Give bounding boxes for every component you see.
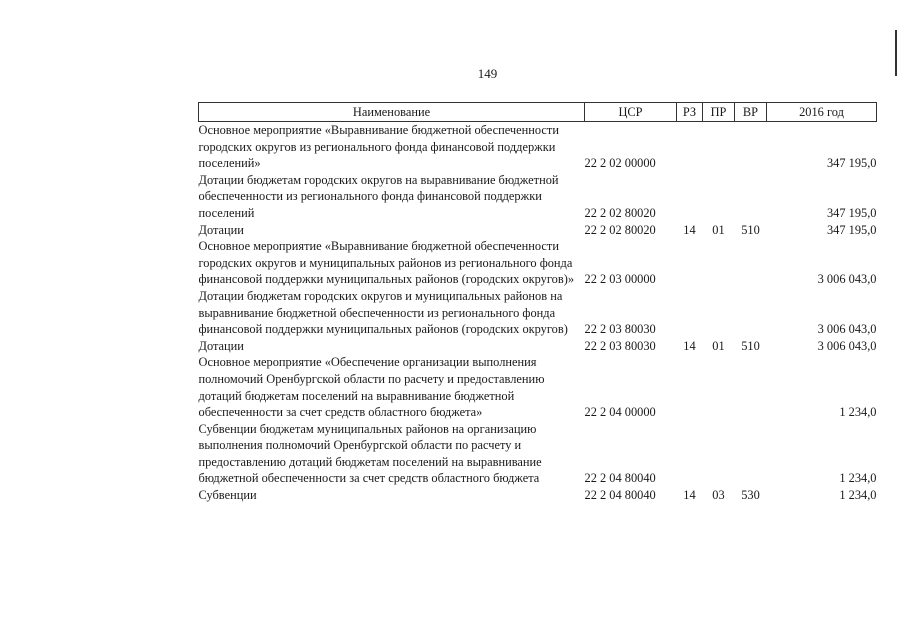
row-name: Дотации bbox=[198, 222, 244, 237]
row-vr bbox=[735, 172, 767, 222]
row-vr: 510 bbox=[741, 338, 760, 353]
row-csr: 22 2 03 00000 bbox=[584, 272, 656, 287]
row-pr: 01 bbox=[712, 338, 725, 353]
table-row bbox=[199, 172, 877, 222]
row-csr: 22 2 02 00000 bbox=[584, 156, 656, 171]
row-rz bbox=[677, 172, 703, 222]
row-vr bbox=[735, 122, 767, 172]
row-rz bbox=[677, 354, 703, 420]
row-rz bbox=[677, 122, 703, 172]
row-vr bbox=[735, 238, 767, 288]
row-name: Дотации бюджетам городских округов и муниципальных районов на выравнивание бюджетной обеспеченности из регионального фонда финансовой поддержки муниципальных районов (городских округов) bbox=[198, 288, 568, 337]
row-rz: 14 bbox=[683, 222, 696, 237]
row-name: Субвенции bbox=[198, 488, 257, 503]
row-vr: 510 bbox=[741, 222, 760, 237]
header-rz: РЗ bbox=[677, 103, 703, 122]
row-amount: 347 195,0 bbox=[826, 222, 877, 237]
row-amount: 347 195,0 bbox=[826, 156, 877, 171]
scan-edge-line bbox=[895, 30, 897, 76]
row-name: Основное мероприятие «Выравнивание бюджетной обеспеченности городских округов из регионального фонда финансовой поддержки поселений» bbox=[198, 123, 559, 171]
row-pr: 01 bbox=[712, 222, 725, 237]
row-name: Основное мероприятие «Выравнивание бюджетной обеспеченности городских округов и муниципальных районов из регионального фонда финансовой поддержки муниципальных районов (городских округов)» bbox=[198, 239, 575, 287]
row-amount: 3 006 043,0 bbox=[817, 338, 877, 353]
row-vr: 530 bbox=[741, 488, 760, 503]
row-csr: 22 2 04 80040 bbox=[584, 488, 656, 503]
row-pr bbox=[703, 172, 735, 222]
row-csr: 22 2 03 80030 bbox=[584, 322, 656, 337]
header-year: 2016 год bbox=[767, 103, 877, 122]
table-row bbox=[199, 421, 877, 487]
row-rz bbox=[677, 421, 703, 487]
row-amount: 1 234,0 bbox=[839, 405, 877, 420]
header-pr: ПР bbox=[703, 103, 735, 122]
row-name: Дотации bbox=[198, 338, 244, 353]
row-name: Субвенции бюджетам муниципальных районов на организацию выполнения полномочий Оренбургской области по расчету и предоставлению дотаций бюджетам поселений на выравнивание бюджетной обеспеченности за счет средств областного бюджета bbox=[198, 421, 542, 486]
header-name: Наименование bbox=[199, 103, 585, 122]
budget-table bbox=[198, 102, 877, 504]
row-csr: 22 2 04 80040 bbox=[584, 471, 656, 486]
row-pr: 03 bbox=[712, 488, 725, 503]
row-csr: 22 2 02 80020 bbox=[584, 222, 656, 237]
table-row bbox=[199, 338, 877, 355]
row-pr bbox=[703, 421, 735, 487]
row-amount: 3 006 043,0 bbox=[817, 272, 877, 287]
table-row bbox=[199, 354, 877, 420]
table-row bbox=[199, 122, 877, 172]
row-pr bbox=[703, 354, 735, 420]
row-name: Дотации бюджетам городских округов на выравнивание бюджетной обеспеченности из регионального фонда финансовой поддержки поселений bbox=[198, 172, 559, 220]
row-name: Основное мероприятие «Обеспечение организации выполнения полномочий Оренбургской области по расчету и предоставлению дотаций бюджетам поселений на выравнивание бюджетной обеспеченности за счет средств областного бюджета» bbox=[198, 355, 545, 420]
row-amount: 1 234,0 bbox=[839, 471, 877, 486]
table-row bbox=[199, 288, 877, 338]
row-rz bbox=[677, 238, 703, 288]
row-pr bbox=[703, 238, 735, 288]
row-vr bbox=[735, 421, 767, 487]
row-csr: 22 2 03 80030 bbox=[584, 338, 656, 353]
page-number: 149 bbox=[477, 66, 498, 81]
row-rz: 14 bbox=[683, 488, 696, 503]
table-header bbox=[199, 103, 877, 122]
header-csr: ЦСР bbox=[585, 103, 677, 122]
row-rz bbox=[677, 288, 703, 338]
row-vr bbox=[735, 288, 767, 338]
row-pr bbox=[703, 122, 735, 172]
row-vr bbox=[735, 354, 767, 420]
row-amount: 3 006 043,0 bbox=[817, 322, 877, 337]
row-csr: 22 2 02 80020 bbox=[584, 205, 656, 220]
table-row bbox=[199, 487, 877, 504]
row-amount: 1 234,0 bbox=[839, 488, 877, 503]
table-row bbox=[199, 222, 877, 239]
row-pr bbox=[703, 288, 735, 338]
row-amount: 347 195,0 bbox=[826, 205, 877, 220]
header-vr: ВР bbox=[735, 103, 767, 122]
table-row bbox=[199, 238, 877, 288]
table-body bbox=[199, 122, 877, 504]
row-csr: 22 2 04 00000 bbox=[584, 405, 656, 420]
row-rz: 14 bbox=[683, 338, 696, 353]
